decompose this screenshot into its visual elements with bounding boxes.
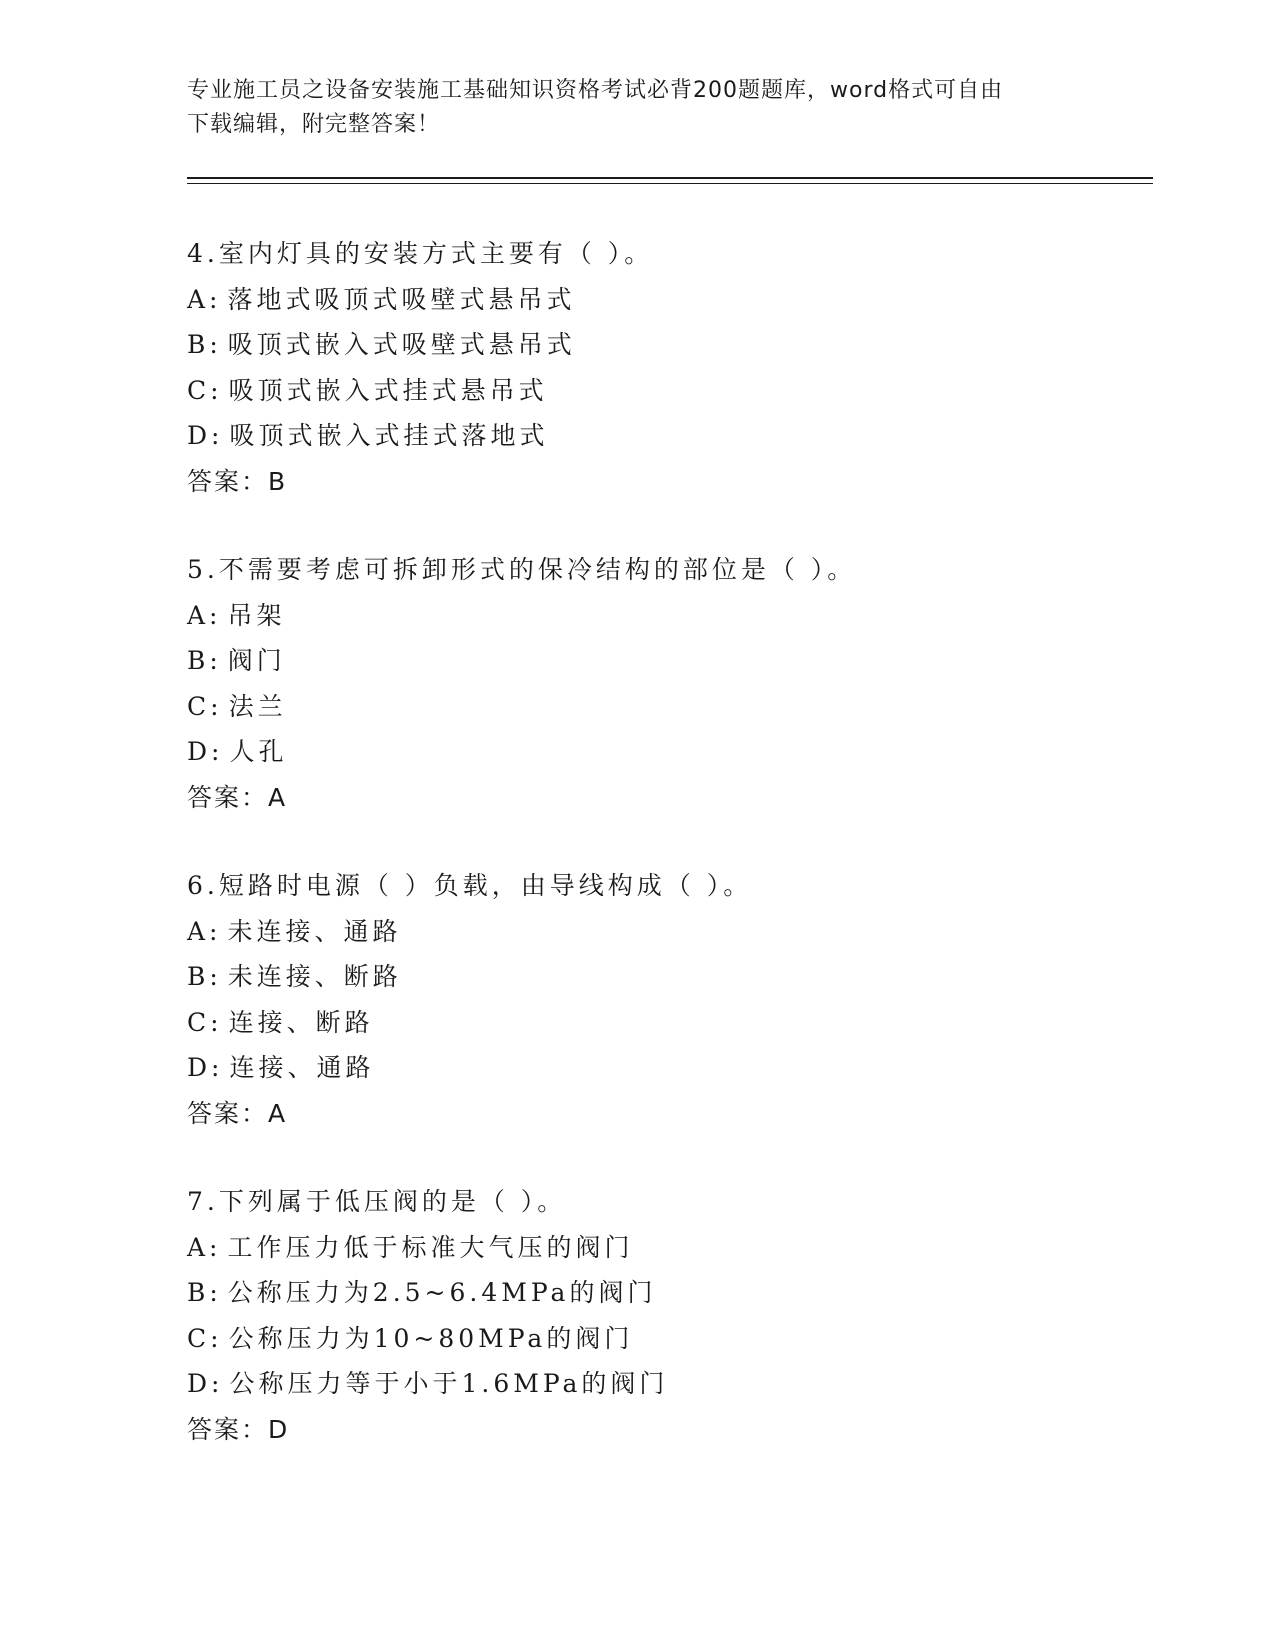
option-a <box>187 909 1147 955</box>
option-c <box>187 1000 1147 1046</box>
option-letter: C: <box>187 375 223 405</box>
option-b <box>187 954 1147 1000</box>
header-divider-thick <box>187 177 1153 179</box>
answer-line: 答案：A <box>187 1098 288 1128</box>
option-letter: C: <box>187 1323 223 1353</box>
option-text: 工作压力低于标准大气压的阀门 <box>227 1232 634 1262</box>
question-4 <box>187 231 1147 504</box>
option-text: 吸顶式嵌入式吸壁式悬吊式 <box>227 330 576 359</box>
answer-line: 答案：D <box>187 1414 290 1444</box>
question-7 <box>187 1179 1147 1452</box>
header-line-2: 下载编辑，附完整答案！ <box>187 112 441 137</box>
option-letter: B: <box>187 1278 222 1307</box>
option-c <box>187 1316 1147 1362</box>
option-letter: A: <box>187 1232 222 1262</box>
option-d <box>187 729 1147 775</box>
option-letter: C: <box>187 691 223 721</box>
option-letter: D: <box>187 421 224 450</box>
question-stem: 7.下列属于低压阀的是（ ）。 <box>187 1187 567 1216</box>
option-text: 公称压力为2.5~6.4MPa的阀门 <box>227 1278 657 1307</box>
option-letter: A: <box>187 284 222 314</box>
option-b <box>187 1270 1147 1316</box>
option-text: 阀门 <box>227 646 286 675</box>
option-letter: D: <box>187 1369 224 1398</box>
option-text: 连接、通路 <box>229 1053 375 1082</box>
option-text: 连接、断路 <box>228 1007 374 1037</box>
option-text: 吸顶式嵌入式挂式悬吊式 <box>228 375 548 405</box>
option-d <box>187 1361 1147 1407</box>
option-text: 公称压力为10~80MPa的阀门 <box>228 1323 634 1353</box>
option-letter: D: <box>187 737 224 766</box>
option-text: 人孔 <box>229 737 288 766</box>
question-stem: 5.不需要考虑可拆卸形式的保冷结构的部位是（ ）。 <box>187 555 857 584</box>
option-c <box>187 368 1147 414</box>
option-a <box>187 277 1147 323</box>
option-text: 法兰 <box>228 691 287 721</box>
answer-line: 答案：A <box>187 782 288 812</box>
option-text: 公称压力等于小于1.6MPa的阀门 <box>229 1369 669 1398</box>
option-c <box>187 684 1147 730</box>
option-text: 未连接、通路 <box>227 916 402 946</box>
question-stem: 4.室内灯具的安装方式主要有（ ）。 <box>187 239 654 268</box>
option-text: 吊架 <box>227 600 286 630</box>
option-letter: B: <box>187 330 222 359</box>
question-6 <box>187 863 1147 1136</box>
option-a <box>187 1225 1147 1271</box>
option-letter: A: <box>187 600 222 630</box>
option-text: 落地式吸顶式吸壁式悬吊式 <box>227 284 576 314</box>
option-a <box>187 593 1147 639</box>
header-line-1: 专业施工员之设备安装施工基础知识资格考试必背200题题库，word格式可自由 <box>187 78 1004 103</box>
option-b <box>187 638 1147 684</box>
option-letter: A: <box>187 916 222 946</box>
option-b <box>187 322 1147 368</box>
option-d <box>187 1045 1147 1091</box>
option-d <box>187 413 1147 459</box>
document-header <box>187 74 1067 142</box>
question-stem: 6.短路时电源（ ）负载，由导线构成（ ）。 <box>187 871 753 900</box>
option-letter: B: <box>187 646 222 675</box>
answer-line: 答案：B <box>187 466 288 496</box>
question-5 <box>187 547 1147 820</box>
option-text: 吸顶式嵌入式挂式落地式 <box>229 421 549 450</box>
option-letter: B: <box>187 962 222 991</box>
option-letter: D: <box>187 1053 224 1082</box>
option-letter: C: <box>187 1007 223 1037</box>
option-text: 未连接、断路 <box>227 962 402 991</box>
header-divider-thin <box>187 183 1153 184</box>
